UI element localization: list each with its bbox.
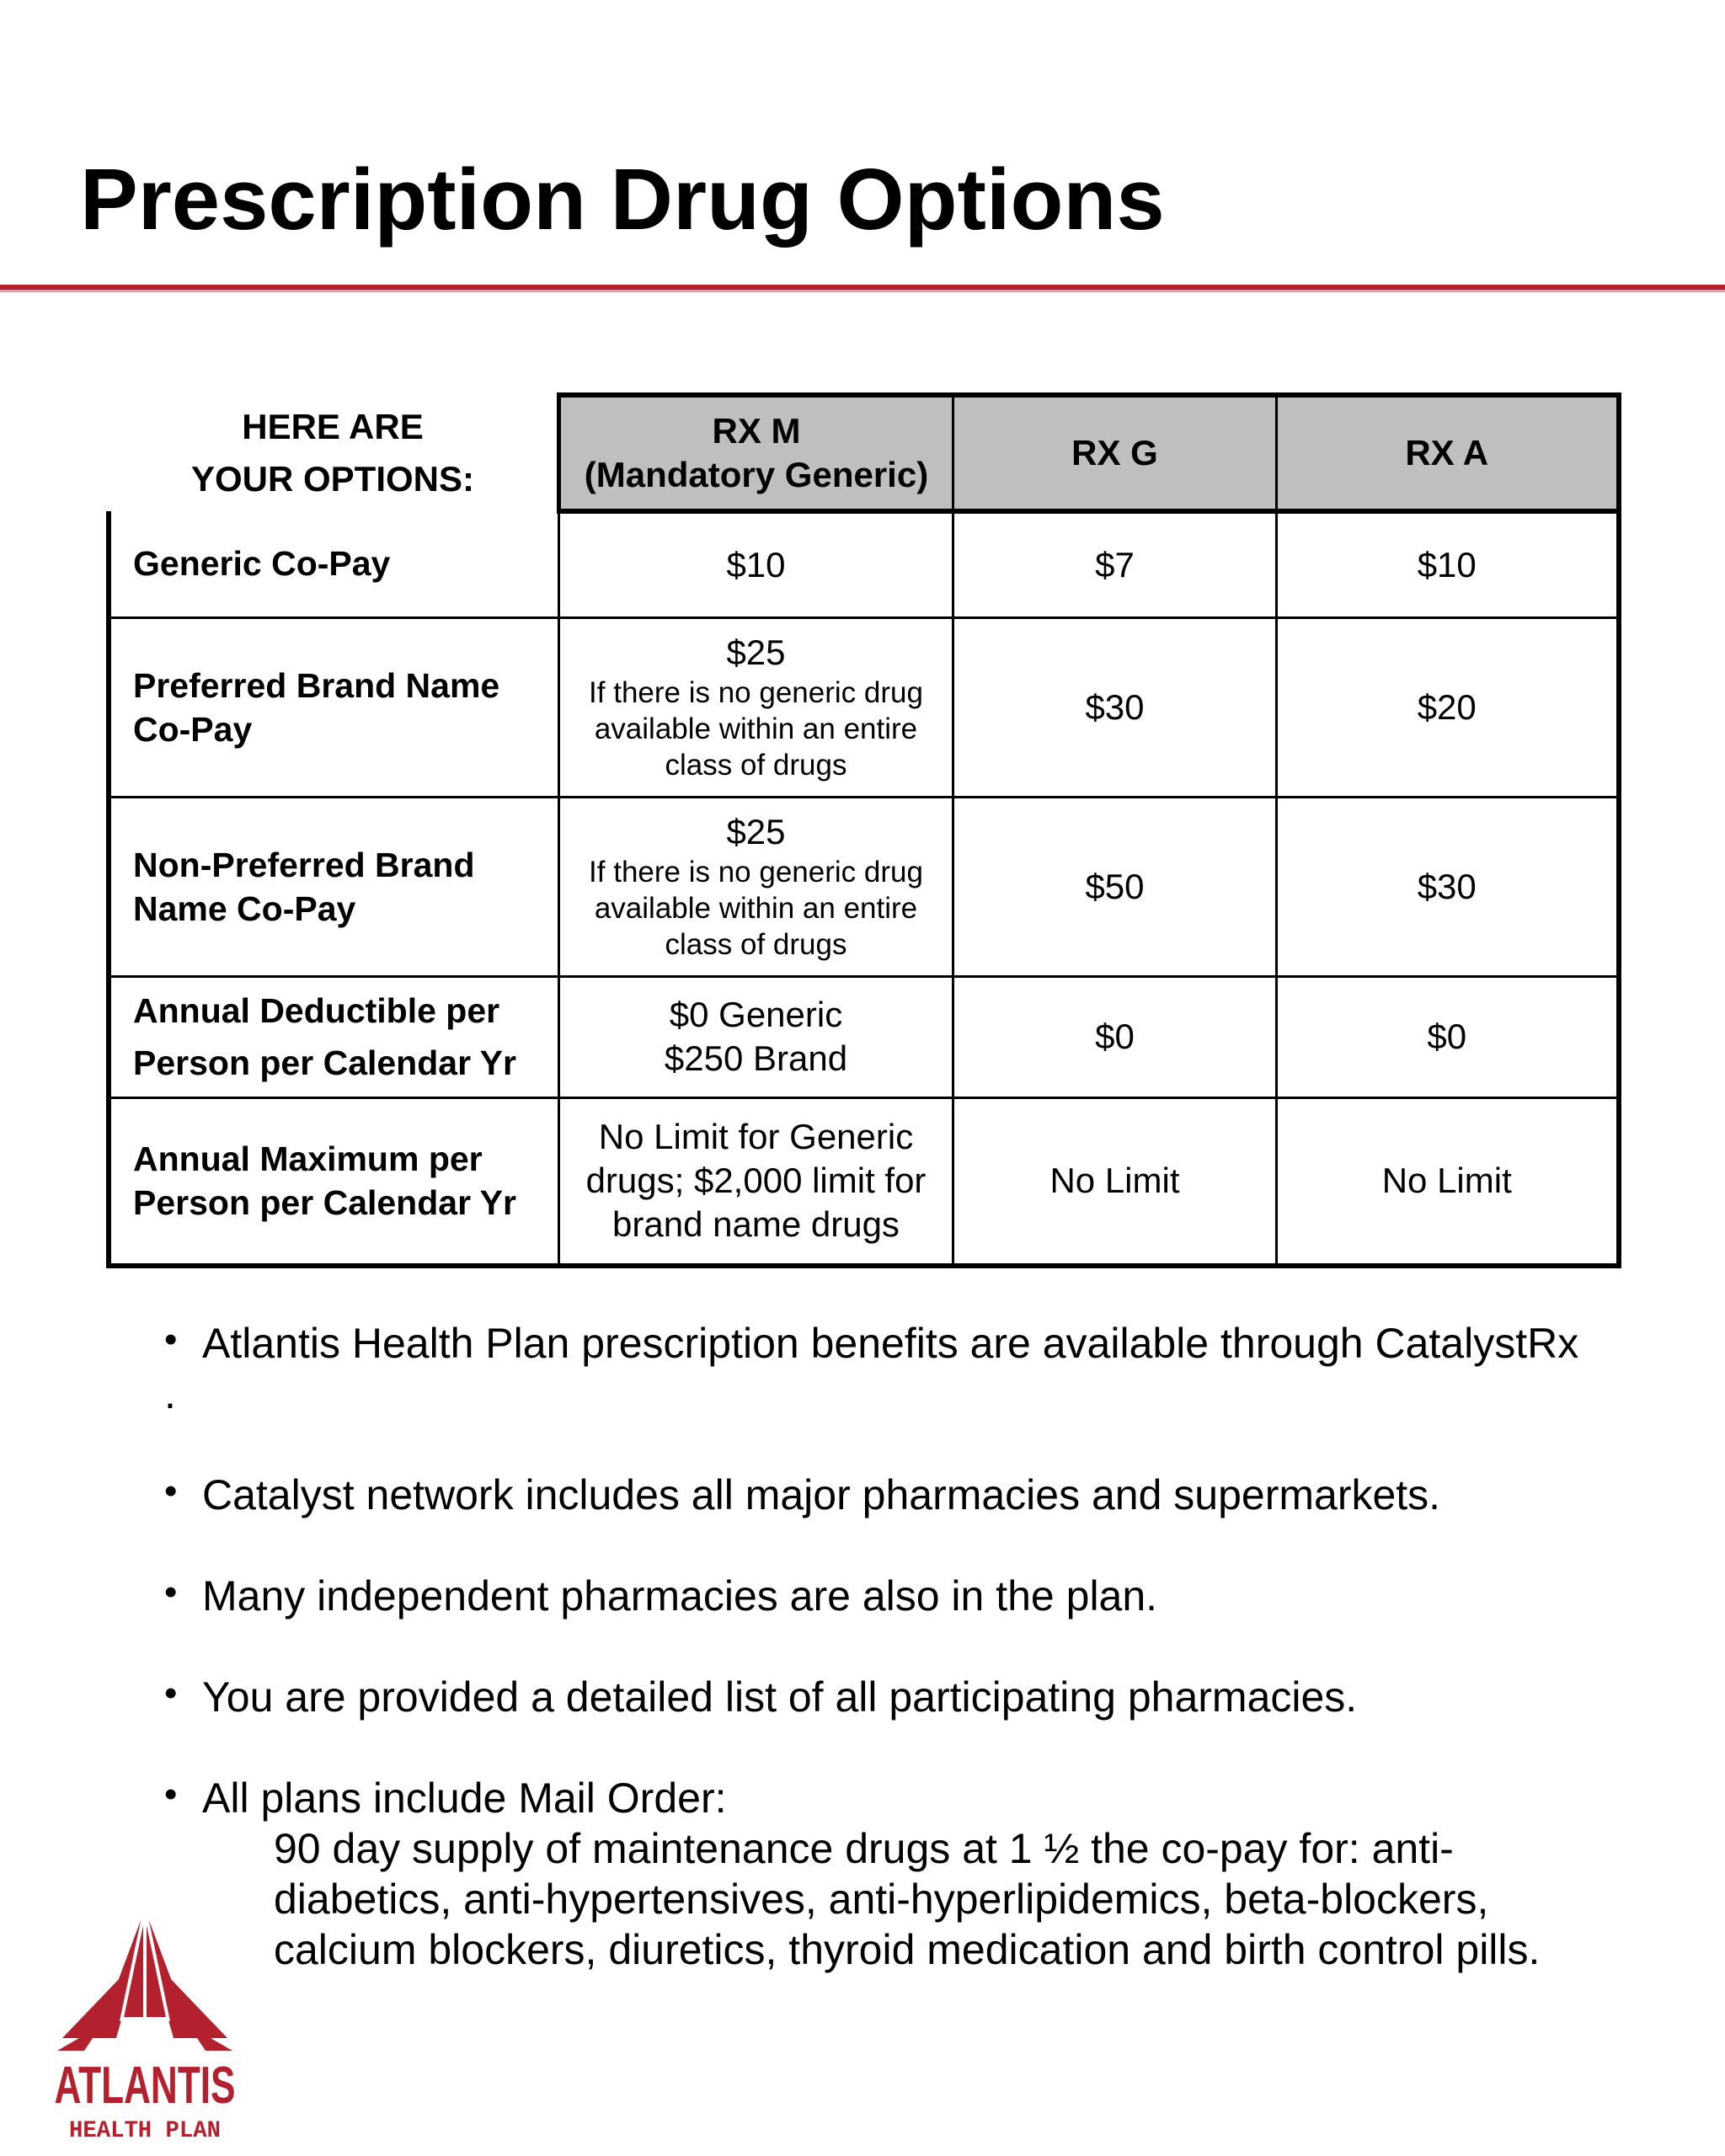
cell-rx-g: $7 xyxy=(953,511,1277,617)
cell-rx-m: No Limit for Generic drugs; $2,000 limit for brand name drugs xyxy=(559,1097,953,1266)
bullet-icon: • xyxy=(164,1470,178,1512)
atlantis-logo xyxy=(51,1908,240,2143)
logo-subtitle: HEALTH PLAN xyxy=(69,2118,221,2144)
row-label: Annual Maximum per Person per Calendar Yr xyxy=(109,1097,559,1266)
cell-rx-g: $0 xyxy=(953,976,1277,1097)
cell-rx-g: No Limit xyxy=(953,1097,1277,1266)
page-title: Prescription Drug Options xyxy=(80,151,1165,248)
header-rx-a: RX A xyxy=(1277,395,1619,511)
bullet-icon: • xyxy=(164,1774,178,1815)
cell-rx-a: No Limit xyxy=(1277,1097,1619,1266)
list-item: • You are provided a detailed list of all participating pharmacies. xyxy=(164,1672,1596,1722)
cell-rx-g: $50 xyxy=(953,797,1277,976)
row-label: Generic Co-Pay xyxy=(109,511,559,617)
cell-rx-a: $20 xyxy=(1277,617,1619,797)
table-row xyxy=(109,976,1619,1097)
atlantis-triangle-icon xyxy=(51,1908,240,2143)
row-label: Annual Deductible per Person per Calendar Yr xyxy=(109,976,559,1097)
info-bullet-list xyxy=(164,1318,1596,2025)
cell-rx-m: $0 Generic $250 Brand xyxy=(559,976,953,1097)
header-rx-m: RX M (Mandatory Generic) xyxy=(559,395,953,511)
header-rx-g: RX G xyxy=(953,395,1277,511)
bullet-icon: • xyxy=(164,1673,178,1714)
bullet-icon: • xyxy=(164,1572,178,1613)
cell-rx-g: $30 xyxy=(953,617,1277,797)
table-corner-label: HERE ARE YOUR OPTIONS: xyxy=(109,395,559,511)
table-row xyxy=(109,797,1619,976)
logo-wordmark: ATLANTIS xyxy=(54,2057,236,2115)
cell-rx-a: $10 xyxy=(1277,511,1619,617)
table-row xyxy=(109,1097,1619,1266)
list-item: • Catalyst network includes all major pharmacies and supermarkets. xyxy=(164,1470,1596,1520)
cell-rx-m: $10 xyxy=(559,511,953,617)
list-item: • Many independent pharmacies are also in the plan. xyxy=(164,1571,1596,1621)
row-label: Non-Preferred Brand Name Co-Pay xyxy=(109,797,559,976)
list-item: • All plans include Mail Order: 90 day supply of maintenance drugs at 1 ½ the co-pay for: anti-diabetics, anti-hypertensives, anti-hyperlipidemics, beta-blockers, calcium blockers, diuretics, thyroid medication and birth control pills. xyxy=(164,1773,1596,1975)
row-label: Preferred Brand Name Co-Pay xyxy=(109,617,559,797)
mail-order-detail: 90 day supply of maintenance drugs at 1 ½ the co-pay for: anti-diabetics, anti-hypertensives, anti-hyperlipidemics, beta-blockers, calcium blockers, diuretics, thyroid medication and birth control pills. xyxy=(274,1825,1541,1973)
bullet-icon: • xyxy=(164,1319,178,1360)
table-row xyxy=(109,617,1619,797)
options-table xyxy=(106,392,1621,1268)
cell-rx-m: $25 If there is no generic drug available within an entire class of drugs xyxy=(559,617,953,797)
list-item: • Atlantis Health Plan prescription benefits are available through CatalystRx . xyxy=(164,1318,1596,1419)
title-rule-shadow xyxy=(0,290,1725,292)
table-header-row xyxy=(109,395,1619,511)
cell-rx-a: $0 xyxy=(1277,976,1619,1097)
cell-rx-a: $30 xyxy=(1277,797,1619,976)
table-row xyxy=(109,511,1619,617)
cell-rx-m: $25 If there is no generic drug available within an entire class of drugs xyxy=(559,797,953,976)
